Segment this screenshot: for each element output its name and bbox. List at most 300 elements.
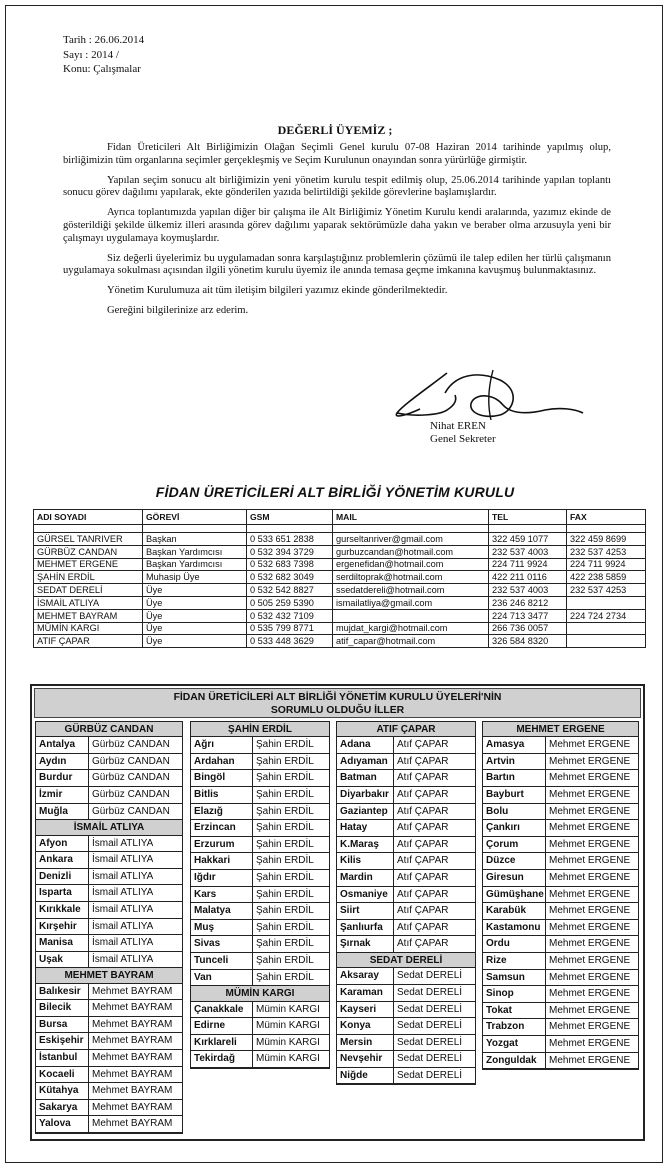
member-name: Atıf ÇAPAR xyxy=(397,822,449,834)
board-cell: Üye xyxy=(143,635,247,648)
member-name: Mehmet BAYRAM xyxy=(92,1051,173,1063)
province-name: Muş xyxy=(191,920,253,936)
date-line: Tarih : 26.06.2014 xyxy=(63,34,145,46)
member-name: Mehmet ERGENE xyxy=(549,805,631,817)
province-name: Balıkesir xyxy=(36,984,89,1000)
board-cell: MÜMİN KARGI xyxy=(34,622,143,635)
board-cell: Başkan Yardımcısı xyxy=(143,545,247,558)
board-cell: 0 532 542 8827 xyxy=(247,584,333,597)
member-name: Atıf ÇAPAR xyxy=(397,888,449,900)
province-row xyxy=(337,837,475,854)
province-row xyxy=(191,920,329,937)
board-cell: GÜRBÜZ CANDAN xyxy=(34,545,143,558)
province-name: Muğla xyxy=(36,804,89,820)
member-name: Mehmet ERGENE xyxy=(549,739,631,751)
province-row xyxy=(36,852,182,869)
board-cell xyxy=(567,596,646,609)
province-row xyxy=(337,804,475,821)
board-cell: 224 713 3477 xyxy=(489,609,567,622)
province-name: Aydın xyxy=(36,754,89,770)
province-row xyxy=(36,1000,182,1017)
member-name: Sedat DERELİ xyxy=(397,970,463,982)
province-name: Konya xyxy=(337,1018,394,1034)
board-row xyxy=(34,558,646,571)
province-name: Çorum xyxy=(483,837,546,853)
board-cell: mujdat_kargi@hotmail.com xyxy=(333,622,489,635)
board-table xyxy=(33,509,646,648)
member-name: Mehmet ERGENE xyxy=(549,971,631,983)
province-row xyxy=(191,870,329,887)
province-row xyxy=(483,1003,638,1020)
province-row xyxy=(337,1068,475,1085)
member-name: Gürbüz CANDAN xyxy=(92,772,170,784)
number-line: Sayı : 2014 / xyxy=(63,48,119,61)
member-name: Mehmet ERGENE xyxy=(549,772,631,784)
member-name: Şahin ERDİL xyxy=(256,971,314,983)
province-row xyxy=(36,885,182,902)
province-row xyxy=(337,903,475,920)
board-cell: Üye xyxy=(143,609,247,622)
province-row xyxy=(191,1035,329,1052)
province-row xyxy=(36,1100,182,1117)
province-row xyxy=(337,968,475,985)
province-name: Iğdır xyxy=(191,870,253,886)
province-name: Trabzon xyxy=(483,1019,546,1035)
member-name: Mehmet BAYRAM xyxy=(92,1018,173,1030)
province-name: Kırklareli xyxy=(191,1035,253,1051)
province-name: Bayburt xyxy=(483,787,546,803)
province-name: Artvin xyxy=(483,754,546,770)
province-name: Yozgat xyxy=(483,1036,546,1052)
col-header: MAIL xyxy=(333,510,489,525)
member-name: Şahin ERDİL xyxy=(256,872,314,884)
province-row xyxy=(36,770,182,787)
board-cell: 322 459 1077 xyxy=(489,533,567,546)
province-row xyxy=(191,853,329,870)
province-row xyxy=(36,754,182,771)
board-cell: 422 238 5859 xyxy=(567,571,646,584)
province-name: Burdur xyxy=(36,770,89,786)
member-name: Şahin ERDİL xyxy=(256,739,314,751)
board-cell: ergenefidan@hotmail.com xyxy=(333,558,489,571)
province-name: Edirne xyxy=(191,1018,253,1034)
member-name: Şahin ERDİL xyxy=(256,855,314,867)
province-name: Rize xyxy=(483,953,546,969)
province-name: Isparta xyxy=(36,885,89,901)
board-row xyxy=(34,571,646,584)
province-row xyxy=(337,887,475,904)
board-row xyxy=(34,596,646,609)
province-row xyxy=(36,952,182,969)
province-name: Karaman xyxy=(337,985,394,1001)
province-name: Adana xyxy=(337,737,394,753)
provinces-title-line: FİDAN ÜRETİCİLERİ ALT BİRLİĞİ YÖNETİM KURULU ÜYELERİ'NİN xyxy=(173,692,502,703)
member-name: Mehmet ERGENE xyxy=(549,1054,631,1066)
member-name: Mümin KARGI xyxy=(256,1036,320,1048)
province-row xyxy=(483,970,638,987)
board-cell: 322 459 8699 xyxy=(567,533,646,546)
board-row xyxy=(34,622,646,635)
province-name: Malatya xyxy=(191,903,253,919)
board-title: FİDAN ÜRETİCİLERİ ALT BİRLİĞİ YÖNETİM KURULU xyxy=(155,484,515,500)
spacer-cell xyxy=(567,525,646,533)
member-name: Mehmet ERGENE xyxy=(549,1037,631,1049)
member-name: Atıf ÇAPAR xyxy=(397,921,449,933)
province-row xyxy=(191,970,329,987)
province-row xyxy=(191,1018,329,1035)
member-name: İsmail ATLIYA xyxy=(92,937,154,949)
board-cell: Üye xyxy=(143,622,247,635)
province-row xyxy=(337,754,475,771)
board-cell: 224 711 9924 xyxy=(489,558,567,571)
board-header-row xyxy=(34,510,646,525)
province-row xyxy=(36,1033,182,1050)
board-row xyxy=(34,584,646,597)
province-name: Kilis xyxy=(337,853,394,869)
member-name: İsmail ATLIYA xyxy=(92,854,154,866)
col-header: GÖREVİ xyxy=(143,510,247,525)
board-cell: Başkan Yardımcısı xyxy=(143,558,247,571)
province-name: K.Maraş xyxy=(337,837,394,853)
province-row xyxy=(483,953,638,970)
board-cell: 266 736 0057 xyxy=(489,622,567,635)
member-name: Atıf ÇAPAR xyxy=(397,772,449,784)
province-name: Kayseri xyxy=(337,1002,394,1018)
board-cell: gurseltanriver@gmail.com xyxy=(333,533,489,546)
member-name: Atıf ÇAPAR xyxy=(397,755,449,767)
province-row xyxy=(36,1083,182,1100)
signer-name: Nihat EREN xyxy=(430,420,486,432)
board-cell: Üye xyxy=(143,584,247,597)
board-cell: SEDAT DERELİ xyxy=(34,584,143,597)
province-name: Manisa xyxy=(36,935,89,951)
member-group-header: MEHMET ERGENE xyxy=(483,722,638,737)
province-row xyxy=(337,920,475,937)
letter-body xyxy=(63,142,611,326)
province-row xyxy=(337,770,475,787)
member-name: Sedat DERELİ xyxy=(397,1003,463,1015)
province-name: Ardahan xyxy=(191,754,253,770)
member-name: Şahin ERDİL xyxy=(256,838,314,850)
member-name: İsmail ATLIYA xyxy=(92,887,154,899)
member-name: Mehmet BAYRAM xyxy=(92,1101,173,1113)
member-name: Atıf ÇAPAR xyxy=(397,739,449,751)
province-row xyxy=(36,935,182,952)
province-name: Mardin xyxy=(337,870,394,886)
member-group-header: ATIF ÇAPAR xyxy=(337,722,475,737)
province-name: Elazığ xyxy=(191,804,253,820)
board-cell xyxy=(333,609,489,622)
province-name: Kastamonu xyxy=(483,920,546,936)
board-cell: 0 532 432 7109 xyxy=(247,609,333,622)
board-cell: gurbuzcandan@hotmail.com xyxy=(333,545,489,558)
letter-paragraph: Ayrıca toplantımızda yapılan diğer bir çalışma ile Alt Birliğimiz Yönetim Kurulu kendi aralarında, yazımız ekinde de gösterildiği şekilde ülkemiz illeri arasında görev dağılımı yaparak sektörümüzle daha yakın ve beraber olma arzusuyla yeni bir çalışmayı uygulamaya koymuşlardır. xyxy=(63,207,611,244)
province-name: Eskişehir xyxy=(36,1033,89,1049)
province-name: Denizli xyxy=(36,869,89,885)
member-name: Mehmet ERGENE xyxy=(549,921,631,933)
province-row xyxy=(36,737,182,754)
col-header: GSM xyxy=(247,510,333,525)
province-row xyxy=(483,820,638,837)
member-name: Mehmet ERGENE xyxy=(549,988,631,1000)
province-row xyxy=(191,820,329,837)
province-name: Hakkari xyxy=(191,853,253,869)
board-cell: GÜRSEL TANRIVER xyxy=(34,533,143,546)
province-name: Erzurum xyxy=(191,837,253,853)
province-row xyxy=(483,870,638,887)
member-name: Gürbüz CANDAN xyxy=(92,755,170,767)
province-name: Kırıkkale xyxy=(36,902,89,918)
province-row xyxy=(36,984,182,1001)
provinces-column xyxy=(482,721,639,1070)
member-name: Mehmet BAYRAM xyxy=(92,1002,173,1014)
member-name: Mehmet BAYRAM xyxy=(92,985,173,997)
member-name: Mümin KARGI xyxy=(256,1003,320,1015)
province-name: Bolu xyxy=(483,804,546,820)
member-name: Mehmet ERGENE xyxy=(549,855,631,867)
member-name: Sedat DERELİ xyxy=(397,1036,463,1048)
province-row xyxy=(483,837,638,854)
province-row xyxy=(36,1017,182,1034)
province-name: Tekirdağ xyxy=(191,1051,253,1067)
province-name: Adıyaman xyxy=(337,754,394,770)
province-row xyxy=(483,770,638,787)
board-cell: 0 505 259 5390 xyxy=(247,596,333,609)
province-name: Samsun xyxy=(483,970,546,986)
board-cell: 224 724 2734 xyxy=(567,609,646,622)
province-name: Bartın xyxy=(483,770,546,786)
province-row xyxy=(191,804,329,821)
province-name: Gümüşhane xyxy=(483,887,546,903)
province-name: Ankara xyxy=(36,852,89,868)
member-name: Mehmet BAYRAM xyxy=(92,1068,173,1080)
province-row xyxy=(483,936,638,953)
member-name: İsmail ATLIYA xyxy=(92,903,154,915)
board-row xyxy=(34,545,646,558)
province-row xyxy=(337,737,475,754)
member-name: Şahin ERDİL xyxy=(256,955,314,967)
member-name: Sedat DERELİ xyxy=(397,1069,463,1081)
province-name: Diyarbakır xyxy=(337,787,394,803)
province-row xyxy=(337,985,475,1002)
member-name: İsmail ATLIYA xyxy=(92,837,154,849)
province-name: Nevşehir xyxy=(337,1051,394,1067)
province-row xyxy=(191,837,329,854)
province-name: Çanakkale xyxy=(191,1002,253,1018)
province-name: İstanbul xyxy=(36,1050,89,1066)
member-name: İsmail ATLIYA xyxy=(92,920,154,932)
province-name: Bingöl xyxy=(191,770,253,786)
province-name: Tokat xyxy=(483,1003,546,1019)
board-cell: 326 584 8320 xyxy=(489,635,567,648)
province-name: Tunceli xyxy=(191,953,253,969)
board-cell: 232 537 4253 xyxy=(567,584,646,597)
member-name: Mehmet ERGENE xyxy=(549,955,631,967)
province-row xyxy=(36,804,182,821)
member-name: İsmail ATLIYA xyxy=(92,870,154,882)
province-row xyxy=(36,869,182,886)
province-row xyxy=(337,1051,475,1068)
member-name: Şahin ERDİL xyxy=(256,822,314,834)
member-name: Mehmet ERGENE xyxy=(549,872,631,884)
signature-block xyxy=(430,420,496,446)
province-row xyxy=(337,870,475,887)
document-meta xyxy=(63,33,144,77)
province-row xyxy=(337,1035,475,1052)
board-cell: 0 533 651 2838 xyxy=(247,533,333,546)
province-name: Siirt xyxy=(337,903,394,919)
board-cell: Başkan xyxy=(143,533,247,546)
province-name: Giresun xyxy=(483,870,546,886)
letter-paragraph: Gereğini bilgilerinize arz ederim. xyxy=(107,305,249,317)
member-name: Şahin ERDİL xyxy=(256,938,314,950)
province-row xyxy=(483,903,638,920)
board-cell: 232 537 4003 xyxy=(489,545,567,558)
province-row xyxy=(337,820,475,837)
province-row xyxy=(337,1002,475,1019)
province-row xyxy=(191,770,329,787)
board-cell: ismailatliya@gmail.com xyxy=(333,596,489,609)
province-name: Aksaray xyxy=(337,968,394,984)
board-row xyxy=(34,635,646,648)
board-cell: 0 532 394 3729 xyxy=(247,545,333,558)
board-cell: Üye xyxy=(143,596,247,609)
province-name: Kırşehir xyxy=(36,919,89,935)
provinces-title xyxy=(34,688,641,718)
spacer-cell xyxy=(489,525,567,533)
member-name: Şahin ERDİL xyxy=(256,921,314,933)
board-cell: atif_capar@hotmail.com xyxy=(333,635,489,648)
province-name: Uşak xyxy=(36,952,89,968)
member-name: Mehmet ERGENE xyxy=(549,1021,631,1033)
province-row xyxy=(36,1116,182,1133)
board-cell: Muhasip Üye xyxy=(143,571,247,584)
province-name: Sakarya xyxy=(36,1100,89,1116)
board-cell: MEHMET BAYRAM xyxy=(34,609,143,622)
province-row xyxy=(337,787,475,804)
salutation: DEĞERLİ ÜYEMİZ ; xyxy=(277,123,393,137)
province-row xyxy=(191,936,329,953)
board-cell: ssedatdereli@hotmail.com xyxy=(333,584,489,597)
col-header: FAX xyxy=(567,510,646,525)
province-name: Ordu xyxy=(483,936,546,952)
member-group-header: GÜRBÜZ CANDAN xyxy=(36,722,182,737)
member-name: Gürbüz CANDAN xyxy=(92,805,170,817)
member-name: Mehmet BAYRAM xyxy=(92,1085,173,1097)
member-name: Sedat DERELİ xyxy=(397,1020,463,1032)
board-cell: 0 532 683 7398 xyxy=(247,558,333,571)
province-name: Sivas xyxy=(191,936,253,952)
member-name: Mümin KARGI xyxy=(256,1053,320,1065)
letter-paragraph: Yönetim Kurulumuza ait tüm iletişim bilgileri yazımız ekinde gönderilmektedir. xyxy=(107,285,448,297)
member-name: Şahin ERDİL xyxy=(256,805,314,817)
member-name: Atıf ÇAPAR xyxy=(397,855,449,867)
province-name: Bitlis xyxy=(191,787,253,803)
board-cell: 0 535 799 8771 xyxy=(247,622,333,635)
board-cell: 232 537 4003 xyxy=(489,584,567,597)
province-name: Afyon xyxy=(36,836,89,852)
board-cell: 224 711 9924 xyxy=(567,558,646,571)
province-row xyxy=(36,919,182,936)
board-cell xyxy=(567,635,646,648)
province-row xyxy=(483,754,638,771)
province-name: Yalova xyxy=(36,1116,89,1132)
province-name: Kocaeli xyxy=(36,1067,89,1083)
province-name: Zonguldak xyxy=(483,1053,546,1069)
board-cell: MEHMET ERGENE xyxy=(34,558,143,571)
member-group-header: SEDAT DERELİ xyxy=(337,953,475,968)
member-group-header: ŞAHİN ERDİL xyxy=(191,722,329,737)
province-name: Şırnak xyxy=(337,936,394,952)
board-cell: serdiltoprak@hotmail.com xyxy=(333,571,489,584)
member-name: Mehmet ERGENE xyxy=(549,938,631,950)
province-row xyxy=(191,903,329,920)
province-row xyxy=(483,804,638,821)
province-name: Kars xyxy=(191,887,253,903)
province-name: Erzincan xyxy=(191,820,253,836)
member-name: Mehmet ERGENE xyxy=(549,822,631,834)
province-name: Mersin xyxy=(337,1035,394,1051)
province-row xyxy=(483,737,638,754)
province-row xyxy=(483,920,638,937)
member-name: Atıf ÇAPAR xyxy=(397,789,449,801)
province-row xyxy=(483,986,638,1003)
board-row xyxy=(34,533,646,546)
province-row xyxy=(483,853,638,870)
province-row xyxy=(191,953,329,970)
member-name: Atıf ÇAPAR xyxy=(397,905,449,917)
col-header: TEL xyxy=(489,510,567,525)
member-name: Mehmet ERGENE xyxy=(549,789,631,801)
province-row xyxy=(483,887,638,904)
province-row xyxy=(191,737,329,754)
province-name: Van xyxy=(191,970,253,986)
member-name: Mehmet ERGENE xyxy=(549,1004,631,1016)
province-name: Ağrı xyxy=(191,737,253,753)
province-name: Çankırı xyxy=(483,820,546,836)
board-cell: ATIF ÇAPAR xyxy=(34,635,143,648)
province-row xyxy=(483,1019,638,1036)
signer-title: Genel Sekreter xyxy=(430,433,496,445)
province-row xyxy=(36,1050,182,1067)
province-row xyxy=(483,1053,638,1070)
province-row xyxy=(337,853,475,870)
member-name: Şahin ERDİL xyxy=(256,755,314,767)
member-name: Gürbüz CANDAN xyxy=(92,739,170,751)
province-name: Gaziantep xyxy=(337,804,394,820)
provinces-column xyxy=(336,721,476,1085)
provinces-title-line: SORUMLU OLDUĞU İLLER xyxy=(270,705,405,716)
province-name: İzmir xyxy=(36,787,89,803)
board-cell: 0 532 682 3049 xyxy=(247,571,333,584)
member-name: Sedat DERELİ xyxy=(397,1053,463,1065)
province-row xyxy=(191,787,329,804)
province-row xyxy=(191,887,329,904)
subject-line: Konu: Çalışmalar xyxy=(63,63,141,75)
province-name: Kütahya xyxy=(36,1083,89,1099)
provinces-column xyxy=(35,721,183,1134)
member-name: Şahin ERDİL xyxy=(256,789,314,801)
member-name: Mümin KARGI xyxy=(256,1020,320,1032)
member-name: Mehmet ERGENE xyxy=(549,755,631,767)
spacer-cell xyxy=(247,525,333,533)
board-cell: 0 533 448 3629 xyxy=(247,635,333,648)
member-name: Mehmet ERGENE xyxy=(549,838,631,850)
member-name: Atıf ÇAPAR xyxy=(397,872,449,884)
province-name: Bursa xyxy=(36,1017,89,1033)
board-cell: İSMAİL ATLIYA xyxy=(34,596,143,609)
member-name: Şahin ERDİL xyxy=(256,772,314,784)
